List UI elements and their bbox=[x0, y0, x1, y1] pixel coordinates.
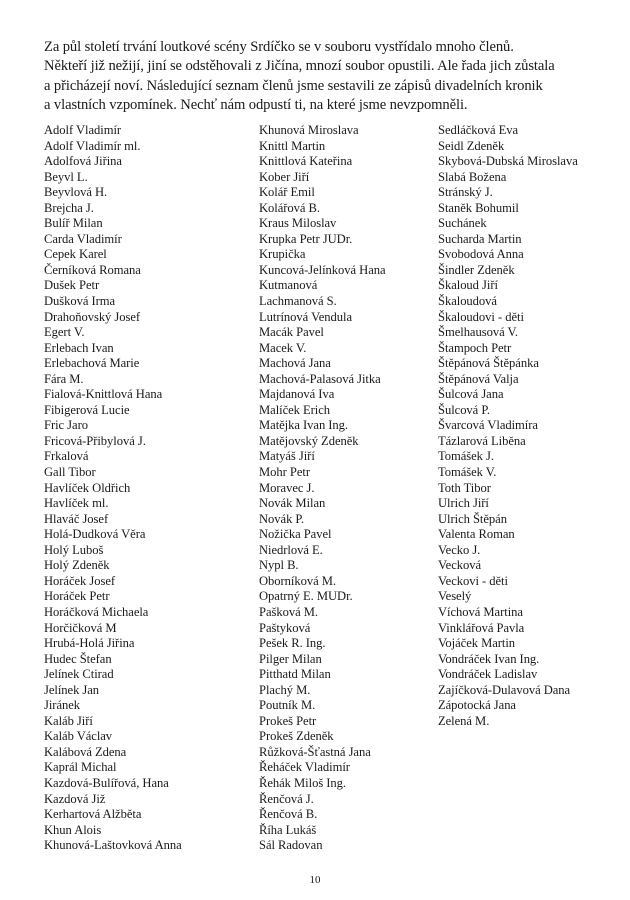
member-name: Erlebachová Marie bbox=[44, 356, 140, 371]
member-name: Zápotocká Jana bbox=[438, 698, 516, 713]
member-name: Kerhartová Alžběta bbox=[44, 807, 142, 822]
member-name: Kober Jiří bbox=[259, 169, 310, 184]
member-name: Machová Jana bbox=[259, 356, 331, 371]
member-name: Vecko J. bbox=[438, 542, 481, 557]
member-name: Jelínek Ctirad bbox=[44, 667, 114, 682]
member-name: Řenčová B. bbox=[259, 807, 318, 822]
member-name: Gall Tibor bbox=[44, 465, 96, 480]
member-name: Stránský J. bbox=[438, 185, 493, 200]
member-name: Khunová-Laštovková Anna bbox=[44, 838, 182, 853]
intro-line: a vlastních vzpomínek. Nechť nám odpustí ti, na které jsme nevzpomněli. bbox=[44, 96, 468, 113]
member-name: Kaláb Jiří bbox=[44, 713, 93, 728]
member-name: Kolář Emil bbox=[259, 185, 315, 200]
member-name: Kaláb Václav bbox=[44, 729, 113, 744]
member-name: Vecková bbox=[438, 558, 482, 573]
member-column-3 bbox=[438, 123, 578, 729]
member-name: Vinklářová Pavla bbox=[438, 620, 525, 635]
member-name: Slabá Božena bbox=[438, 169, 507, 184]
member-column-2 bbox=[259, 123, 386, 854]
member-name: Sucharda Martin bbox=[438, 231, 522, 246]
member-name: Toth Tibor bbox=[438, 480, 491, 495]
member-name: Bulíř Milan bbox=[44, 216, 103, 231]
member-name: Valenta Roman bbox=[438, 527, 515, 542]
member-name: Tomášek V. bbox=[438, 465, 497, 480]
member-name: Kazdová-Bulířová, Hana bbox=[44, 775, 169, 790]
member-name: Mohr Petr bbox=[259, 465, 310, 480]
member-name: Pešek R. Ing. bbox=[259, 636, 326, 651]
member-name: Jelínek Jan bbox=[44, 682, 100, 697]
member-name: Víchová Martina bbox=[438, 604, 523, 619]
member-name: Adolf Vladimír bbox=[44, 123, 122, 137]
member-name: Kalábová Zdena bbox=[44, 744, 127, 759]
member-name: Kraus Miloslav bbox=[259, 216, 337, 231]
member-name: Černíková Romana bbox=[44, 262, 141, 277]
member-name: Nožička Pavel bbox=[259, 527, 332, 542]
member-name: Šmelhausová V. bbox=[438, 325, 518, 340]
member-name: Šulcová P. bbox=[438, 402, 490, 417]
member-name: Štěpánová Štěpánka bbox=[438, 356, 539, 371]
member-name: Brejcha J. bbox=[44, 200, 94, 215]
member-name: Lutrínová Vendula bbox=[259, 309, 352, 324]
member-name: Kazdová Již bbox=[44, 791, 106, 806]
member-name: Prokeš Petr bbox=[259, 713, 317, 728]
member-name: Krupička bbox=[259, 247, 306, 262]
member-name: Škaloud Jiří bbox=[438, 278, 498, 293]
member-name: Suchánek bbox=[438, 216, 487, 231]
member-name: Novák Milan bbox=[259, 496, 326, 511]
intro-line: Někteří již nežijí, jiní se odstěhovali z Jičína, mnozí soubor opustili. Ale řada jich zůstala bbox=[44, 58, 555, 75]
member-name: Holá-Dudková Věra bbox=[44, 527, 146, 542]
member-name: Kolářová B. bbox=[259, 200, 321, 215]
member-name: Veckovi - děti bbox=[438, 573, 508, 588]
member-name: Horčičková M bbox=[44, 620, 117, 635]
member-name: Ulrich Štěpán bbox=[438, 511, 507, 526]
intro-line: a přicházejí noví. Následující seznam členů jsme sestavili ze zápisů divadelních kronik bbox=[44, 77, 543, 94]
member-name: Horáčková Michaela bbox=[44, 604, 149, 619]
member-name: Holý Luboš bbox=[44, 542, 104, 557]
member-name: Zelená M. bbox=[438, 713, 490, 728]
member-name: Poutník M. bbox=[259, 698, 316, 713]
member-name: Knittl Martin bbox=[259, 138, 326, 153]
member-name: Horáček Josef bbox=[44, 573, 116, 588]
intro-line: Za půl století trvání loutkové scény Srdíčko se v souboru vystřídalo mnoho členů. bbox=[44, 39, 514, 55]
member-name: Opatrný E. MUDr. bbox=[259, 589, 353, 604]
member-name: Fialová-Knittlová Hana bbox=[44, 387, 163, 402]
member-name: Říha Lukáš bbox=[259, 822, 317, 837]
member-name: Šindler Zdeněk bbox=[438, 262, 515, 277]
member-name: Kuncová-Jelínková Hana bbox=[259, 262, 386, 277]
member-name: Škaloudovi - děti bbox=[438, 309, 524, 324]
member-name: Horáček Petr bbox=[44, 589, 110, 604]
member-name: Erlebach Ivan bbox=[44, 340, 114, 355]
member-name: Ulrich Jiří bbox=[438, 496, 489, 511]
member-name: Havlíček Oldřich bbox=[44, 480, 131, 495]
member-name: Tomášek J. bbox=[438, 449, 494, 464]
member-name: Moravec J. bbox=[259, 480, 315, 495]
member-name: Oborníková M. bbox=[259, 573, 337, 588]
member-name: Hlaváč Josef bbox=[44, 511, 109, 526]
member-name: Knittlová Kateřina bbox=[259, 154, 353, 169]
intro-paragraph bbox=[44, 38, 604, 115]
member-name: Dušek Petr bbox=[44, 278, 100, 293]
member-name: Šulcová Jana bbox=[438, 387, 504, 402]
member-name: Zajíčková-Dulavová Dana bbox=[438, 682, 571, 697]
member-name: Majdanová Iva bbox=[259, 387, 335, 402]
member-name: Egert V. bbox=[44, 325, 85, 340]
member-name: Řeháček Vladimír bbox=[259, 760, 350, 775]
member-name: Fára M. bbox=[44, 371, 84, 386]
member-name: Fibigerová Lucie bbox=[44, 402, 130, 417]
member-name: Lachmanová S. bbox=[259, 294, 337, 309]
member-name: Veselý bbox=[438, 589, 472, 604]
member-name: Nypl B. bbox=[259, 558, 299, 573]
member-name: Sedláčková Eva bbox=[438, 123, 519, 137]
member-name: Fricová-Přibylová J. bbox=[44, 433, 146, 448]
member-name: Frkalová bbox=[44, 449, 89, 464]
member-name: Novák P. bbox=[259, 511, 305, 526]
member-name: Beyvl L. bbox=[44, 169, 88, 184]
member-name: Kutmanová bbox=[259, 278, 318, 293]
member-column-1 bbox=[44, 123, 182, 854]
member-name: Macák Pavel bbox=[259, 325, 324, 340]
member-list bbox=[0, 123, 630, 863]
member-name: Malíček Erich bbox=[259, 402, 331, 417]
member-name: Beyvlová H. bbox=[44, 185, 108, 200]
member-name: Macek V. bbox=[259, 340, 307, 355]
member-name: Vondráček Ivan Ing. bbox=[438, 651, 540, 666]
member-name: Sál Radovan bbox=[259, 838, 323, 853]
member-name: Matějka Ivan Ing. bbox=[259, 418, 349, 433]
member-name: Adolf Vladimír ml. bbox=[44, 138, 141, 153]
member-name: Růžková-Šťastná Jana bbox=[259, 744, 371, 759]
member-name: Niedrlová E. bbox=[259, 542, 323, 557]
member-name: Štampoch Petr bbox=[438, 340, 512, 355]
member-name: Staněk Bohumil bbox=[438, 200, 519, 215]
member-name: Seidl Zdeněk bbox=[438, 138, 505, 153]
member-name: Švarcová Vladimíra bbox=[438, 418, 538, 433]
member-name: Škaloudová bbox=[438, 294, 497, 309]
member-name: Tázlarová Liběna bbox=[438, 433, 526, 448]
member-name: Štěpánová Valja bbox=[438, 371, 519, 386]
member-name: Paštyková bbox=[259, 620, 311, 635]
member-name: Jiránek bbox=[44, 698, 81, 713]
member-name: Havlíček ml. bbox=[44, 496, 109, 511]
member-name: Kaprál Michal bbox=[44, 760, 117, 775]
member-name: Khun Alois bbox=[44, 822, 102, 837]
member-name: Svobodová Anna bbox=[438, 247, 524, 262]
member-name: Drahoňovský Josef bbox=[44, 309, 141, 324]
member-name: Fric Jaro bbox=[44, 418, 88, 433]
member-name: Prokeš Zdeněk bbox=[259, 729, 334, 744]
member-name: Vojáček Martin bbox=[438, 636, 516, 651]
member-name: Plachý M. bbox=[259, 682, 311, 697]
member-name: Adolfová Jiřina bbox=[44, 154, 122, 169]
member-name: Pašková M. bbox=[259, 604, 318, 619]
member-name: Vondráček Ladislav bbox=[438, 667, 538, 682]
member-name: Skybová-Dubská Miroslava bbox=[438, 154, 578, 169]
member-name: Machová-Palasová Jitka bbox=[259, 371, 381, 386]
member-name: Matyáš Jiří bbox=[259, 449, 315, 464]
member-name: Hudec Štefan bbox=[44, 651, 112, 666]
member-name: Řehák Miloš Ing. bbox=[259, 775, 346, 790]
member-name: Dušková Irma bbox=[44, 294, 116, 309]
member-name: Holý Zdeněk bbox=[44, 558, 110, 573]
member-name: Khunová Miroslava bbox=[259, 123, 359, 137]
member-name: Hrubá-Holá Jiřina bbox=[44, 636, 135, 651]
page-number: 10 bbox=[309, 874, 321, 886]
member-name: Cepek Karel bbox=[44, 247, 107, 262]
member-name: Pitthatd Milan bbox=[259, 667, 331, 682]
member-name: Řenčová J. bbox=[259, 791, 314, 806]
member-name: Carda Vladimír bbox=[44, 231, 122, 246]
member-name: Matějovský Zdeněk bbox=[259, 433, 359, 448]
member-name: Pilger Milan bbox=[259, 651, 322, 666]
member-name: Krupka Petr JUDr. bbox=[259, 231, 353, 246]
